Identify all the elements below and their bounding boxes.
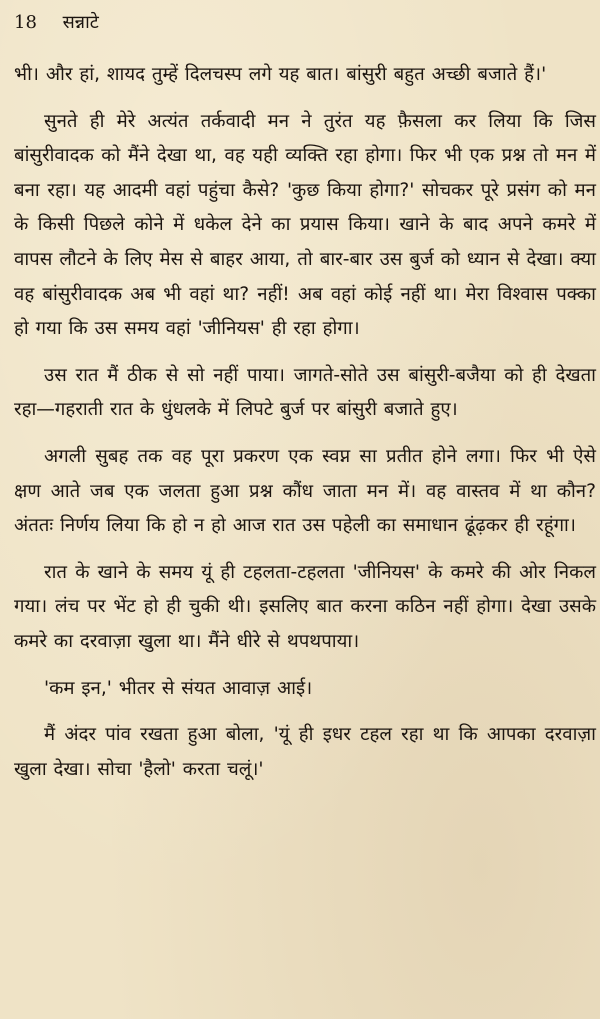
paragraph: मैं अंदर पांव रखता हुआ बोला, 'यूं ही इधर टहल रहा था कि आपका दरवाज़ा खुला देखा। सोचा 'हैलो' करता चलूं।' <box>14 724 596 780</box>
paragraph-continued: भी। और हां, शायद तुम्हें दिलचस्प लगे यह बात। बांसुरी बहुत अच्छी बजाते हैं।' <box>14 64 547 85</box>
paragraph: रात के खाने के समय यूं ही टहलता-टहलता 'जीनियस' के कमरे की ओर निकल गया। लंच पर भेंट हो ही चुकी थी। इसलिए बात करना कठिन नहीं होगा। देखा उसके कमरे का दरवाज़ा खुला था। मैंने धीरे से थपथपाया। <box>14 561 596 652</box>
paragraph: सुनते ही मेरे अत्यंत तर्कवादी मन ने तुरंत यह फ़ैसला कर लिया कि जिस बांसुरीवादक को मैंने देखा था, वह यही व्यक्ति रहा होगा। फिर भी एक प्रश्न तो मन में बना रहा। यह आदमी वहां पहुंचा कैसे? 'कुछ किया होगा?' सोचकर पूरे प्रसंग को मन के किसी पिछले कोने में धकेल देने का प्रयास किया। खाने के बाद अपने कमरे में वापस लौटने के लिए मेस से बाहर आया, तो बार-बार उस बुर्ज को ध्यान से देखा। क्या वह बांसुरीवादक अब भी वहां था? नहीं! अब वहां कोई नहीं था। मेरा विश्वास पक्का हो गया कि उस समय वहां 'जीनियस' ही रहा होगा। <box>14 110 596 340</box>
paragraph: अगली सुबह तक वह पूरा प्रकरण एक स्वप्न सा प्रतीत होने लगा। फिर भी ऐसे क्षण आते जब एक जलता हुआ प्रश्न कौंध जाता मन में। वह वास्तव में था कौन? अंततः निर्णय लिया कि हो न हो आज रात उस पहेली का समाधान ढूंढ़कर ही रहूंगा। <box>14 445 596 537</box>
dialogue-line: 'कम इन,' भीतर से संयत आवाज़ आई। <box>44 677 313 699</box>
page-number: 18 <box>14 12 37 33</box>
paragraph: उस रात मैं ठीक से सो नहीं पाया। जागते-सोते उस बांसुरी-बजैया को ही देखता रहा—गहराती रात के धुंधलके में लिपटे बुर्ज पर बांसुरी बजाते हुए। <box>14 364 596 421</box>
book-title: सन्नाटे <box>62 12 99 33</box>
running-header <box>14 10 99 36</box>
body-text <box>14 58 596 787</box>
